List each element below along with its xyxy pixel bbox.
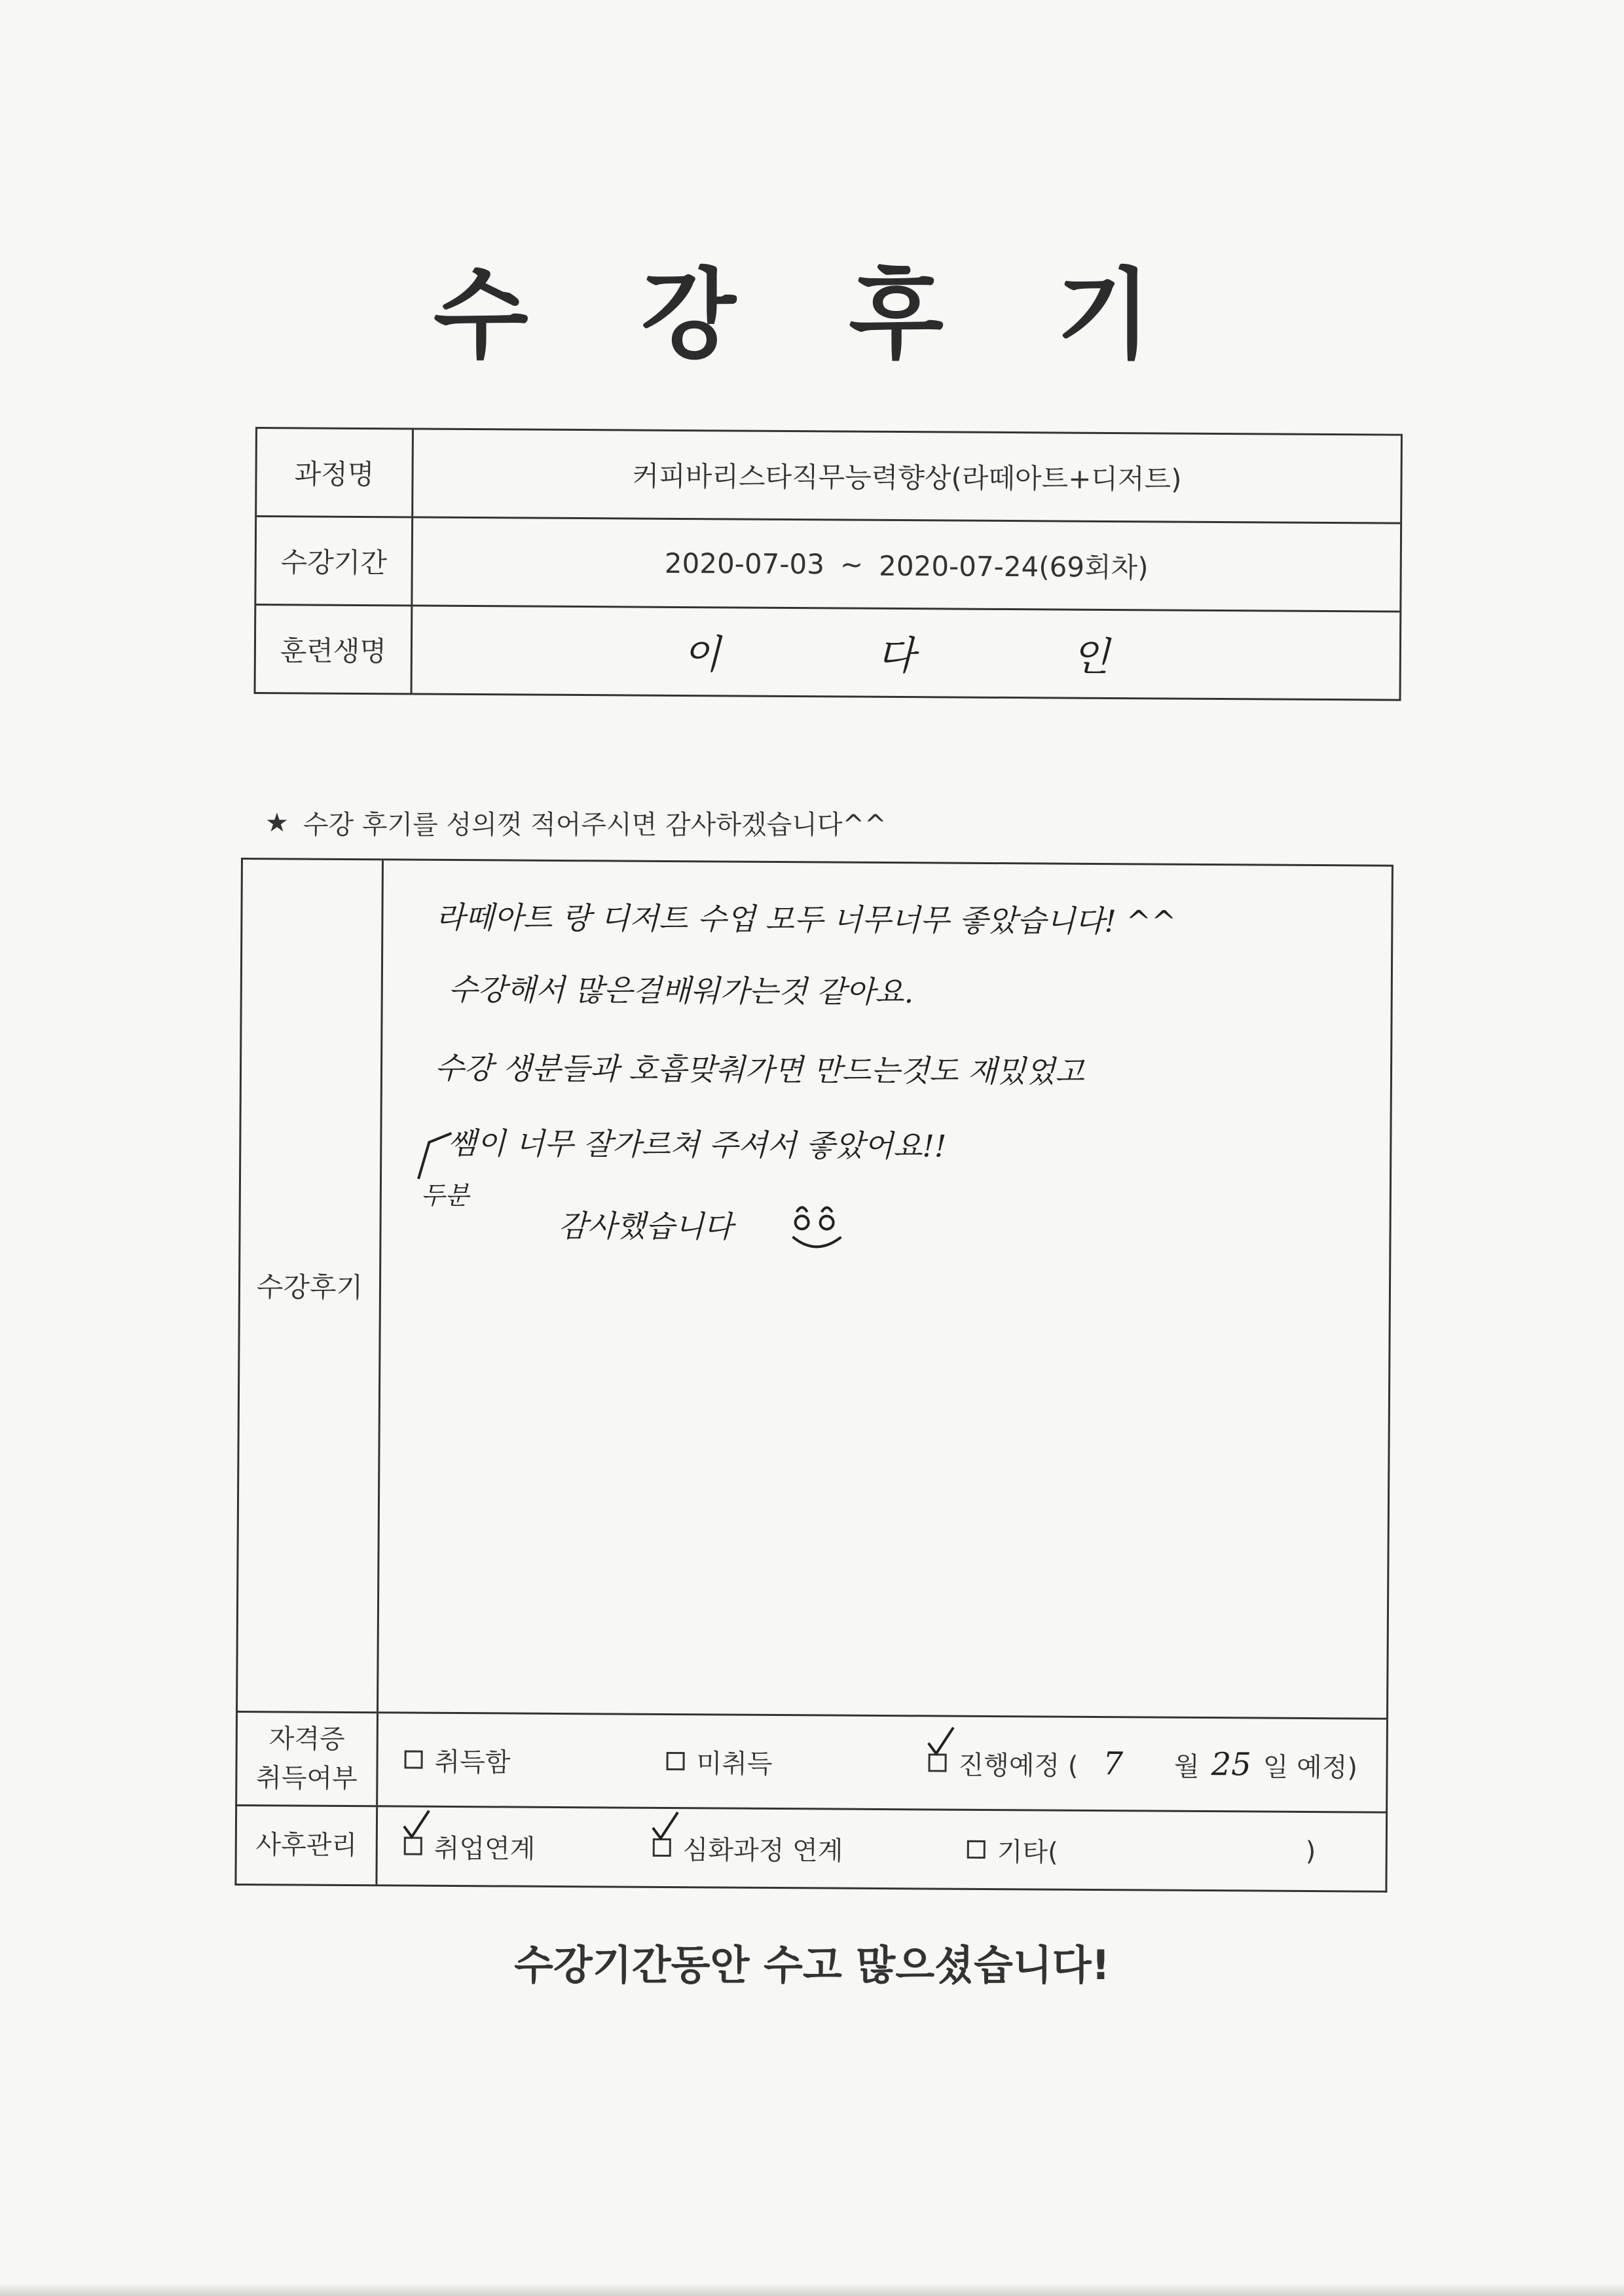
review-line: 수강 생분들과 호흡맞춰가면 만드는것도 재밌었고 xyxy=(434,1049,1084,1089)
option-in-progress[interactable] xyxy=(928,1744,1357,1784)
review-row xyxy=(236,858,1393,1720)
period-value xyxy=(413,518,1400,610)
month-unit: 월 xyxy=(1173,1751,1200,1782)
option-label: 미취득 xyxy=(696,1748,773,1779)
option-label: 진행예정 ( xyxy=(958,1750,1079,1781)
instruction-text: 수강 후기를 성의껏 적어주시면 감사하겠습니다^^ xyxy=(303,810,887,840)
option-label: 취업연계 xyxy=(434,1833,536,1865)
option-acquired[interactable] xyxy=(404,1741,666,1779)
period-end: 2020-07-24(69회차) xyxy=(878,549,1149,584)
checkbox-icon[interactable] xyxy=(967,1840,986,1859)
trainee-label: 훈련생명 xyxy=(256,606,413,693)
course-value: 커피바리스타직무능력향상(라떼아트+디저트) xyxy=(632,460,1182,496)
course-row xyxy=(257,429,1401,522)
scan-edge xyxy=(0,2284,1624,2296)
day-unit: 일 예정) xyxy=(1263,1752,1358,1783)
period-label: 수강기간 xyxy=(256,517,413,604)
review-content xyxy=(378,860,1392,1717)
month-value[interactable]: 7 xyxy=(1103,1745,1124,1783)
certificate-label-line2: 취득여부 xyxy=(255,1763,358,1795)
instruction-note xyxy=(265,804,887,841)
star-icon: ★ xyxy=(265,807,289,838)
checkmark-icon xyxy=(926,1724,956,1757)
other-close-paren: ) xyxy=(1305,1836,1316,1867)
option-label: 취득함 xyxy=(434,1747,511,1778)
certificate-label-line1: 자격증 xyxy=(268,1724,345,1755)
option-label: 심화과정 연계 xyxy=(682,1834,843,1867)
trainee-row xyxy=(256,604,1400,699)
certificate-label xyxy=(237,1713,378,1805)
certificate-options xyxy=(378,1713,1386,1811)
review-table xyxy=(234,858,1393,1893)
review-line: 감사했습니다 xyxy=(558,1207,733,1245)
aftercare-row xyxy=(234,1806,1388,1893)
aftercare-options xyxy=(377,1807,1386,1890)
option-other[interactable] xyxy=(967,1831,1316,1870)
certificate-row xyxy=(235,1713,1388,1813)
review-line: 쌤이 너무 잘가르쳐 주셔서 좋았어요!! xyxy=(447,1125,947,1164)
checkmark-icon xyxy=(401,1808,432,1840)
option-not-acquired[interactable] xyxy=(666,1742,928,1781)
course-label: 과정명 xyxy=(257,429,414,516)
closing-message: 수강기간동안 수고 많으셨습니다! xyxy=(514,1941,1110,1989)
review-label: 수강후기 xyxy=(238,860,384,1711)
review-line: 수강해서 많은걸배워가는것 같아요. xyxy=(448,971,914,1010)
course-info-table xyxy=(254,427,1403,701)
review-line: 두분 xyxy=(420,1180,470,1211)
option-label: 기타( xyxy=(997,1836,1058,1868)
aftercare-label: 사후관리 xyxy=(236,1806,378,1884)
checkbox-icon[interactable] xyxy=(405,1751,423,1769)
review-line: 라떼아트 랑 디저트 수업 모두 너무너무 좋았습니다! ^^ xyxy=(435,899,1177,939)
smiley-doodle-icon xyxy=(787,1194,847,1256)
document-title: 수 강 후 기 xyxy=(433,259,1191,373)
trainee-name: 이 다 인 xyxy=(682,631,1182,681)
period-start: 2020-07-03 xyxy=(664,547,825,580)
day-value[interactable]: 25 xyxy=(1211,1746,1251,1783)
period-row xyxy=(256,515,1400,611)
period-separator: ~ xyxy=(840,547,864,581)
insert-caret-icon xyxy=(415,1129,454,1182)
option-job-link[interactable] xyxy=(404,1827,653,1866)
checkbox-icon[interactable] xyxy=(666,1752,684,1770)
option-advanced-course[interactable] xyxy=(653,1829,967,1868)
checkmark-icon xyxy=(650,1809,680,1842)
